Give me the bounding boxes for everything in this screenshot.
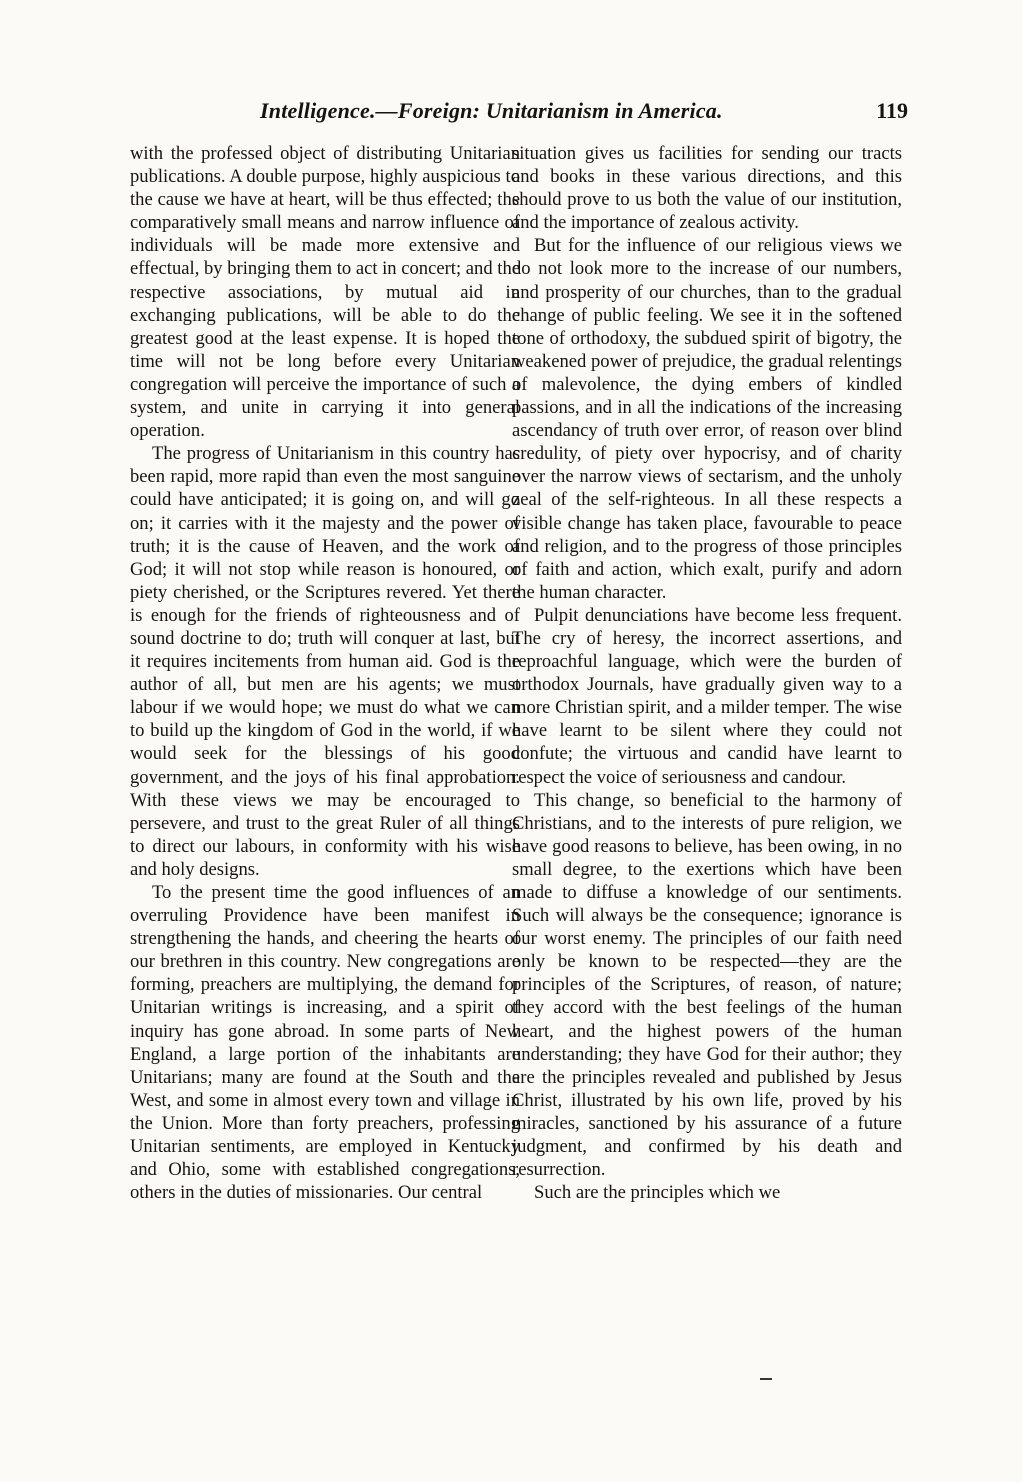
left-paragraph-2: The progress of Unitarianism in this country has been rapid, more rapid than even the most sanguine could have anticipated; it is going on, and will go on; it carries with it the majesty and the power of truth; it is the cause of Heaven, and the work of God; it will not stop while reason is honoured, or piety cherished, or the Scriptures revered. Yet there is enough for the friends of righteousness and of sound doctrine to do; truth will conquer at last, but it requires incitements from human aid. God is the author of all, but men are his agents; we must labour if we would hope; we must do what we can to build up the kingdom of God in the world, if we would seek for the blessings of his good government, and the joys of his final approbation. With these views we may be encouraged to persevere, and trust to the great Ruler of all things to direct our labours, in conformity with his wise and holy designs. <box>130 443 520 880</box>
left-column <box>130 142 520 1204</box>
running-head-title: Intelligence.—Foreign: Unitarianism in America. <box>260 98 723 123</box>
right-paragraph-2: But for the influence of our religious views we do not look more to the increase of our numbers, and prosperity of our churches, than to the gradual change of public feeling. We see it in the softened tone of orthodoxy, the subdued spirit of bigotry, the weakened power of prejudice, the gradual relentings of malevolence, the dying embers of kindled passions, and in all the indications of the increasing ascendancy of truth over error, of reason over blind credulity, of piety over hypocrisy, and of charity over the narrow views of sectarism, and the unholy zeal of the self-righteous. In all these respects a visible change has taken place, favourable to peace and religion, and to the progress of those principles of faith and action, which exalt, purify and adorn the human character. <box>512 235 902 603</box>
footer-rule-mark <box>760 1378 772 1380</box>
right-column <box>512 142 902 1204</box>
left-paragraph-1: with the professed object of distributing Unitarian publications. A double purpose, highly auspicious to the cause we have at heart, will be thus effected; the comparatively small means and narrow influence of individuals will be made more extensive and effectual, by bringing them to act in concert; and the respective associations, by mutual aid in exchanging publications, will be able to do the greatest good at the least expense. It is hoped the time will not be long before every Unitarian congregation will perceive the importance of such a system, and unite in carrying it into general operation. <box>130 143 520 442</box>
right-paragraph-5: Such are the principles which we <box>534 1182 781 1204</box>
right-paragraph-3: Pulpit denunciations have become less frequent. The cry of heresy, the incorrect assertions, and reproachful language, which were the burden of orthodox Journals, have gradually given way to a more Christian spirit, and a milder temper. The wise have learnt to be silent where they could not confute; the virtuous and candid have learnt to respect the voice of seriousness and candour. <box>512 604 902 788</box>
right-paragraph-1: situation gives us facilities for sending our tracts and books in these various directions, and this should prove to us both the value of our institution, and the importance of zealous activity. <box>512 143 902 234</box>
page-number: 119 <box>876 98 908 123</box>
left-paragraph-3: To the present time the good influences of an overruling Providence have been manifest in strengthening the hands, and cheering the hearts of our brethren in this country. New congregations are forming, preachers are multiplying, the demand for Unitarian writings is increasing, and a spirit of inquiry has gone abroad. In some parts of New England, a large portion of the inhabitants are Unitarians; many are found at the South and the West, and some in almost every town and village in the Union. More than forty preachers, professing Unitarian sentiments, are employed in Kentucky and Ohio, some with established congregations, others in the duties of missionaries. Our central <box>130 882 520 1204</box>
right-paragraph-4: This change, so beneficial to the harmony of Christians, and to the interests of pure religion, we have good reasons to believe, has been owing, in no small degree, to the exertions which have been made to diffuse a knowledge of our sentiments. Such will always be the consequence; ignorance is our worst enemy. The principles of our faith need only be known to be respected—they are the principles of the Scriptures, of reason, of nature; they accord with the best feelings of the human heart, and the highest powers of the human understanding; they have God for their author; they are the principles revealed and published by Jesus Christ, illustrated by his own life, proved by his miracles, sanctioned by his assurance of a future judgment, and confirmed by his death and resurrection. <box>512 789 902 1181</box>
running-header <box>120 98 908 132</box>
